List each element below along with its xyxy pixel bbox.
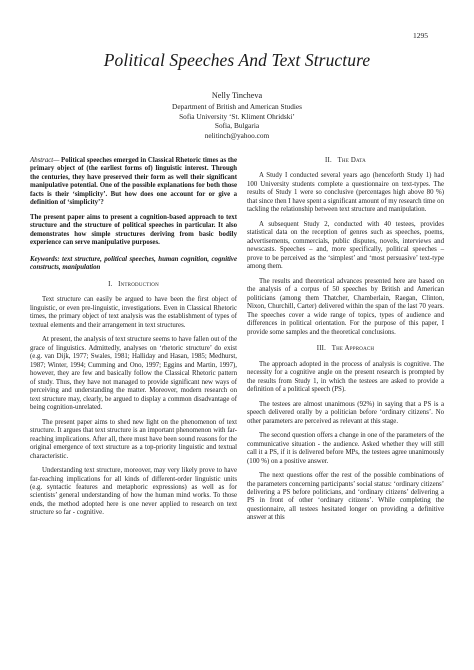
data-paragraph-3: The results and theoretical advances presented here are based on the analysis of a corpus of 50 speeches by British and American politicians (among them Thatcher, Chamberlain, Raegan, Clinton, Nixon, Churchill, Carter) delivered within the span of the last 70 years. The speeches cover a wide range of topics, types of audience and differences in political orientation. For the purpose of this paper, I provide some samples and the theoretical conclusions. xyxy=(247,277,444,336)
data-paragraph-2: A subsequent Study 2, conducted with 40 testees, provides statistical data on the reception of genres such as speeches, poems, advertisements, commercials, public disputes, novels, interviews and newscasts. Speeches – and, more specifically, political speeches – prove to be perceived as the ‘simplest’ and ‘most persuasive’ text-type among them. xyxy=(247,220,444,271)
author-name: Nelly Tincheva xyxy=(211,91,263,100)
section-heading-introduction: I. Introduction xyxy=(108,280,159,288)
right-column xyxy=(247,157,444,523)
abstract-text-1: Political speeches emerged in Classical Rhetoric times as the primary object of (the earliest forms of) linguistic interest. Through the centuries, they have preserved their form as well their significant manipulative potential. One of the possible explanations for both those facts is their ‘simplicity’. But how does one account for or give a definition of ‘simplicity’? xyxy=(30,157,237,207)
author-city: Sofia, Bulgaria xyxy=(214,121,260,131)
abstract-paragraph-2: The present paper aims to present a cognition-based approach to text structure and the structure of political speeches in particular. It also demonstrates how simple structures deriving from basic bodily experience can serve manipulative purposes. xyxy=(30,213,237,247)
left-column xyxy=(30,157,237,518)
abstract-paragraph-1 xyxy=(30,157,237,208)
author-email: nelitinch@yahoo.com xyxy=(204,131,270,141)
section-heading-data: II. The Data xyxy=(325,157,366,164)
abstract-label: Abstract— xyxy=(30,157,60,164)
author-block xyxy=(0,91,474,141)
author-department: Department of British and American Studies xyxy=(172,101,302,111)
approach-paragraph-3: The second question offers a change in one of the parameters of the communicative situation - the audience. Asked whether they will still call it a PS, if it is delivered before MPs, the testees agree unanimously (100 %) on a positive answer. xyxy=(247,432,444,465)
approach-paragraph-2: The testees are almost unanimous (92%) in saying that a PS is a speech delivered orally by a politician before ‘ordinary citizens’. No other parameters are perceived as relevant at this stage. xyxy=(247,400,444,425)
intro-paragraph-4: Understanding text structure, moreover, may very likely prove to have far-reaching implications for all kinds of different-order linguistic units (e.g. syntactic features and metaphoric expressions) as well as for scientists’ general understanding of how the human mind works. To those ends, the method adopted here is one never applied to research on text structure so far - cognitive. xyxy=(30,467,237,517)
page-number: 1295 xyxy=(413,31,428,40)
approach-paragraph-1: The approach adopted in the process of analysis is cognitive. The necessity for a cognitive angle on the present research is prompted by the results from Study 1, in which the testees are asked to provide a definition of a political speech (PS). xyxy=(247,360,444,394)
intro-paragraph-2: At present, the analysis of text structure seems to have fallen out of the grace of linguistics. Admittedly, analyses on ‘rhetoric structure’ do exist (e.g. van Dijk, 1977; Swales, 1981; Halliday and Hasan, 1985; Medhurst, 1987; Winter, 1994; Cumming and Ono, 1997; Eggins and Martin, 1997), however, they are few and basically follow the Classical Rhetoric pattern of study. Thus, they have not managed to provide significant new ways of perceiving and understanding the matter. Moreover, modern research on text structure may, clearly, be argued to display a common disadvantage of being cognition-unrelated. xyxy=(30,336,237,412)
approach-paragraph-4: The next questions offer the rest of the possible combinations of the parameters concerning participants’ social status: ‘ordinary citizens’ delivering a PS before politicians, and ‘ordinary citizens’ delivering a PS in front of other ‘ordinary citizens’. While completing the questionnaire, all testees hesitated longer on providing a definitive answer at this xyxy=(247,472,444,522)
paper-title: Political Speeches And Text Structure xyxy=(103,50,371,70)
author-university: Sofia University ‘St. Kliment Ohridski’ xyxy=(179,111,295,121)
section-heading-approach: III. The Approach xyxy=(316,345,375,353)
keywords: Keywords: text structure, political speeches, human cognition, cognitive constructs, manipulation xyxy=(30,255,237,272)
intro-paragraph-1: Text structure can easily be argued to have been the first object of linguistic, or even pre-linguistic, investigations. Even in Classical Rhetoric times, the primary object of text analysis was the establishment of types of textual elements and their arrangement in text structures. xyxy=(30,296,237,329)
intro-paragraph-3: The present paper aims to shed new light on the phenomenon of text structure. It argues that text structure is an important phenomenon with far-reaching implications. After all, there must have been sound reasons for the original emergence of text structure as a top-priority linguistic and textual characteristic. xyxy=(30,418,237,460)
data-paragraph-1: A Study I conducted several years ago (henceforth Study 1) had 100 University students complete a questionnaire on text-types. The results of Study 1 were so conclusive (percentages high above 80 %) that since then I have spent a significant amount of my research time on tackling the relationship between text structure and manipulation. xyxy=(247,172,444,214)
